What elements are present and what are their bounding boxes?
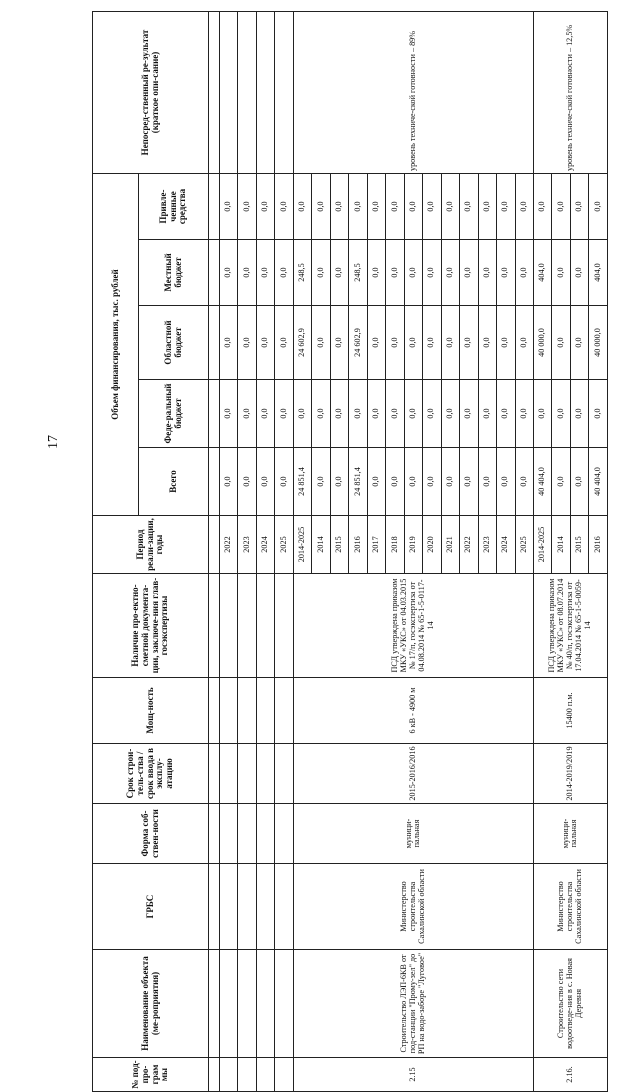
- federal-cell: 0,0: [533, 380, 551, 448]
- period-cell: 2018: [386, 516, 404, 574]
- local-cell: 0,0: [238, 240, 256, 306]
- local-cell: 0,0: [423, 240, 441, 306]
- federal-cell: 0,0: [330, 380, 348, 448]
- period-cell: 2025: [275, 516, 293, 574]
- header-period: Период реали-зации, годы: [93, 516, 209, 574]
- header-term: Срок строи-тель-ства / срок ввода в эксплу-атацию: [93, 744, 209, 804]
- period-cell: 2014-2025: [533, 516, 551, 574]
- regional-cell: 0,0: [330, 306, 348, 380]
- federal-cell: 0,0: [293, 380, 311, 448]
- attracted-cell: 0,0: [312, 174, 330, 240]
- empty-cell: [220, 12, 238, 174]
- period-cell: 2025: [515, 516, 533, 574]
- federal-cell: 0,0: [349, 380, 367, 448]
- attracted-cell: 0,0: [533, 174, 551, 240]
- period-cell: 2022: [460, 516, 478, 574]
- empty-cell: [275, 678, 293, 744]
- period-cell: 2015: [330, 516, 348, 574]
- local-cell: 0,0: [275, 240, 293, 306]
- total-cell: 0,0: [423, 448, 441, 516]
- empty-cell: [256, 950, 274, 1058]
- period-cell: 2016: [589, 516, 608, 574]
- regional-cell: 0,0: [404, 306, 422, 380]
- period-cell: 2020: [423, 516, 441, 574]
- object-number: 2.15: [293, 1058, 533, 1092]
- attracted-cell: 0,0: [423, 174, 441, 240]
- header-result: Непосред-ственный ре-зультат (краткое опи-сание): [93, 12, 209, 174]
- empty-cell: [256, 804, 274, 864]
- federal-cell: 0,0: [515, 380, 533, 448]
- attracted-cell: 0,0: [460, 174, 478, 240]
- object-result: уровень техниче-ской готовности – 89%: [293, 12, 533, 174]
- period-cell: 2014-2025: [293, 516, 311, 574]
- header-federal: Феде-ральный бюджет: [139, 380, 209, 448]
- object-ownership-form: муници-пальная: [293, 804, 533, 864]
- regional-cell: 0,0: [423, 306, 441, 380]
- regional-cell: 0,0: [367, 306, 385, 380]
- local-cell: 0,0: [441, 240, 459, 306]
- header-total: Всего: [139, 448, 209, 516]
- empty-cell: [275, 744, 293, 804]
- object-documentation: ПСД утверждена приказом МКУ «УКС» от 08.07.2014 № 40/п, госэкспертиза от 17.04.2014 № 65-1-5-0059-14: [533, 574, 607, 678]
- period-cell: 2022: [220, 516, 238, 574]
- federal-cell: 0,0: [423, 380, 441, 448]
- local-cell: 0,0: [386, 240, 404, 306]
- total-cell: 0,0: [275, 448, 293, 516]
- regional-cell: 0,0: [515, 306, 533, 380]
- local-cell: 248,5: [349, 240, 367, 306]
- table-row: [238, 12, 256, 1092]
- empty-cell: [238, 864, 256, 950]
- empty-cell: [220, 804, 238, 864]
- empty-cell: [256, 1058, 274, 1092]
- rotated-page: [92, 12, 608, 1092]
- attracted-cell: 0,0: [570, 174, 588, 240]
- federal-cell: 0,0: [589, 380, 608, 448]
- total-cell: 0,0: [330, 448, 348, 516]
- empty-cell: [238, 574, 256, 678]
- object-result: уровень техниче-ской готовности – 12,5%: [533, 12, 607, 174]
- empty-cell: [256, 678, 274, 744]
- local-cell: 0,0: [220, 240, 238, 306]
- attracted-cell: 0,0: [238, 174, 256, 240]
- regional-cell: 0,0: [386, 306, 404, 380]
- attracted-cell: 0,0: [589, 174, 608, 240]
- federal-cell: 0,0: [238, 380, 256, 448]
- header-regional: Областной бюджет: [139, 306, 209, 380]
- total-cell: 0,0: [220, 448, 238, 516]
- regional-cell: 0,0: [312, 306, 330, 380]
- empty-cell: [238, 744, 256, 804]
- total-cell: 0,0: [460, 448, 478, 516]
- header-power: Мощ-ность: [93, 678, 209, 744]
- attracted-cell: 0,0: [275, 174, 293, 240]
- attracted-cell: 0,0: [478, 174, 496, 240]
- empty-cell: [238, 1058, 256, 1092]
- empty-cell: [275, 864, 293, 950]
- empty-cell: [275, 574, 293, 678]
- total-cell: 0,0: [404, 448, 422, 516]
- page-number: 17: [46, 435, 61, 449]
- period-cell: 2024: [497, 516, 515, 574]
- empty-cell: [256, 12, 274, 174]
- local-cell: 248,5: [293, 240, 311, 306]
- empty-cell: [275, 12, 293, 174]
- total-cell: 0,0: [570, 448, 588, 516]
- federal-cell: 0,0: [404, 380, 422, 448]
- local-cell: 0,0: [570, 240, 588, 306]
- federal-cell: 0,0: [478, 380, 496, 448]
- total-cell: 24 851,4: [293, 448, 311, 516]
- period-cell: 2014: [552, 516, 570, 574]
- object-number: 2.16.: [533, 1058, 607, 1092]
- total-cell: 0,0: [497, 448, 515, 516]
- header-attracted: Привле-ченные средства: [139, 174, 209, 240]
- total-cell: 0,0: [386, 448, 404, 516]
- object-construction-term: 2014-2019/2019: [533, 744, 607, 804]
- period-cell: 2015: [570, 516, 588, 574]
- regional-cell: 0,0: [460, 306, 478, 380]
- regional-cell: 0,0: [552, 306, 570, 380]
- federal-cell: 0,0: [441, 380, 459, 448]
- federal-cell: 0,0: [256, 380, 274, 448]
- federal-cell: 0,0: [220, 380, 238, 448]
- regional-cell: 24 602,9: [293, 306, 311, 380]
- attracted-cell: 0,0: [386, 174, 404, 240]
- regional-cell: 0,0: [275, 306, 293, 380]
- header-local: Местный бюджет: [139, 240, 209, 306]
- period-cell: 2014: [312, 516, 330, 574]
- attracted-cell: 0,0: [256, 174, 274, 240]
- object-grbs: Министерство строительства Сахалинской области: [293, 864, 533, 950]
- empty-cell: [220, 744, 238, 804]
- attracted-cell: 0,0: [441, 174, 459, 240]
- empty-cell: [220, 1058, 238, 1092]
- regional-cell: 24 602,9: [349, 306, 367, 380]
- federal-cell: 0,0: [570, 380, 588, 448]
- table-row: [256, 12, 274, 1092]
- object-ownership-form: муници-пальная: [533, 804, 607, 864]
- local-cell: 0,0: [460, 240, 478, 306]
- total-cell: 0,0: [367, 448, 385, 516]
- attracted-cell: 0,0: [330, 174, 348, 240]
- empty-cell: [220, 678, 238, 744]
- local-cell: 404,0: [589, 240, 608, 306]
- total-cell: 0,0: [238, 448, 256, 516]
- empty-cell: [256, 864, 274, 950]
- table-row: [220, 12, 238, 1092]
- total-cell: 0,0: [515, 448, 533, 516]
- empty-cell: [220, 864, 238, 950]
- regional-cell: 0,0: [220, 306, 238, 380]
- total-cell: 0,0: [441, 448, 459, 516]
- local-cell: 0,0: [552, 240, 570, 306]
- table-row: [533, 12, 551, 1092]
- local-cell: 0,0: [478, 240, 496, 306]
- total-cell: 0,0: [478, 448, 496, 516]
- local-cell: 0,0: [497, 240, 515, 306]
- period-cell: 2016: [349, 516, 367, 574]
- attracted-cell: 0,0: [367, 174, 385, 240]
- local-cell: 0,0: [404, 240, 422, 306]
- total-cell: 0,0: [552, 448, 570, 516]
- object-construction-term: 2015-2016/2016: [293, 744, 533, 804]
- regional-cell: 0,0: [238, 306, 256, 380]
- regional-cell: 0,0: [497, 306, 515, 380]
- total-cell: 0,0: [256, 448, 274, 516]
- object-grbs: Министерство строительства Сахалинской области: [533, 864, 607, 950]
- total-cell: 40 404,0: [589, 448, 608, 516]
- period-cell: 2023: [478, 516, 496, 574]
- empty-cell: [275, 1058, 293, 1092]
- local-cell: 0,0: [256, 240, 274, 306]
- federal-cell: 0,0: [275, 380, 293, 448]
- attracted-cell: 0,0: [515, 174, 533, 240]
- empty-cell: [256, 744, 274, 804]
- federal-cell: 0,0: [552, 380, 570, 448]
- table-body: [220, 12, 608, 1092]
- total-cell: 40 404,0: [533, 448, 551, 516]
- table-row: [293, 12, 311, 1092]
- financing-table: [92, 11, 608, 1092]
- period-cell: 2019: [404, 516, 422, 574]
- empty-cell: [275, 804, 293, 864]
- object-name: Строительство сети водоотведе-ния в с. Новая Деревня: [533, 950, 607, 1058]
- local-cell: 0,0: [515, 240, 533, 306]
- local-cell: 404,0: [533, 240, 551, 306]
- empty-cell: [220, 950, 238, 1058]
- regional-cell: 0,0: [441, 306, 459, 380]
- object-capacity: 15400 п.м.: [533, 678, 607, 744]
- empty-cell: [238, 12, 256, 174]
- regional-cell: 40 000,0: [589, 306, 608, 380]
- object-name: Строительство ЛЭП-6КВ от под-станции "Прому-зел" до РП на водо-заборе "Луговое": [293, 950, 533, 1058]
- attracted-cell: 0,0: [293, 174, 311, 240]
- attracted-cell: 0,0: [349, 174, 367, 240]
- regional-cell: 0,0: [570, 306, 588, 380]
- header-num: № под-про-грам мы: [93, 1058, 209, 1092]
- federal-cell: 0,0: [497, 380, 515, 448]
- object-documentation: ПСД утверждена приказом МКУ «УКС» от 04.03.2015 № 17/п, госэкспертиза от 04.08.2014 № 65-1-5-0117-14: [293, 574, 533, 678]
- local-cell: 0,0: [312, 240, 330, 306]
- header-docs: Наличие про-ектно-сметной документа-ции, заключе-ния глав-госэкспертизы: [93, 574, 209, 678]
- total-cell: 24 851,4: [349, 448, 367, 516]
- local-cell: 0,0: [367, 240, 385, 306]
- object-capacity: 6 кВ - 4900 м: [293, 678, 533, 744]
- empty-cell: [238, 678, 256, 744]
- table-row: [275, 12, 293, 1092]
- attracted-cell: 0,0: [497, 174, 515, 240]
- period-cell: 2024: [256, 516, 274, 574]
- header-volume: Объем финансирования, тыс. рублей: [93, 174, 139, 516]
- local-cell: 0,0: [330, 240, 348, 306]
- period-cell: 2021: [441, 516, 459, 574]
- empty-cell: [275, 950, 293, 1058]
- federal-cell: 0,0: [386, 380, 404, 448]
- federal-cell: 0,0: [367, 380, 385, 448]
- empty-cell: [238, 950, 256, 1058]
- period-cell: 2017: [367, 516, 385, 574]
- empty-cell: [220, 574, 238, 678]
- attracted-cell: 0,0: [552, 174, 570, 240]
- regional-cell: 40 000,0: [533, 306, 551, 380]
- regional-cell: 0,0: [478, 306, 496, 380]
- empty-cell: [238, 804, 256, 864]
- federal-cell: 0,0: [460, 380, 478, 448]
- federal-cell: 0,0: [312, 380, 330, 448]
- period-cell: 2023: [238, 516, 256, 574]
- total-cell: 0,0: [312, 448, 330, 516]
- header-grbs: ГРБС: [93, 864, 209, 950]
- regional-cell: 0,0: [256, 306, 274, 380]
- header-form: Форма соб-ствен-ности: [93, 804, 209, 864]
- empty-cell: [256, 574, 274, 678]
- header-name: Наименование объекта (ме-роприятия): [93, 950, 209, 1058]
- attracted-cell: 0,0: [404, 174, 422, 240]
- column-number-row: [209, 12, 220, 1092]
- attracted-cell: 0,0: [220, 174, 238, 240]
